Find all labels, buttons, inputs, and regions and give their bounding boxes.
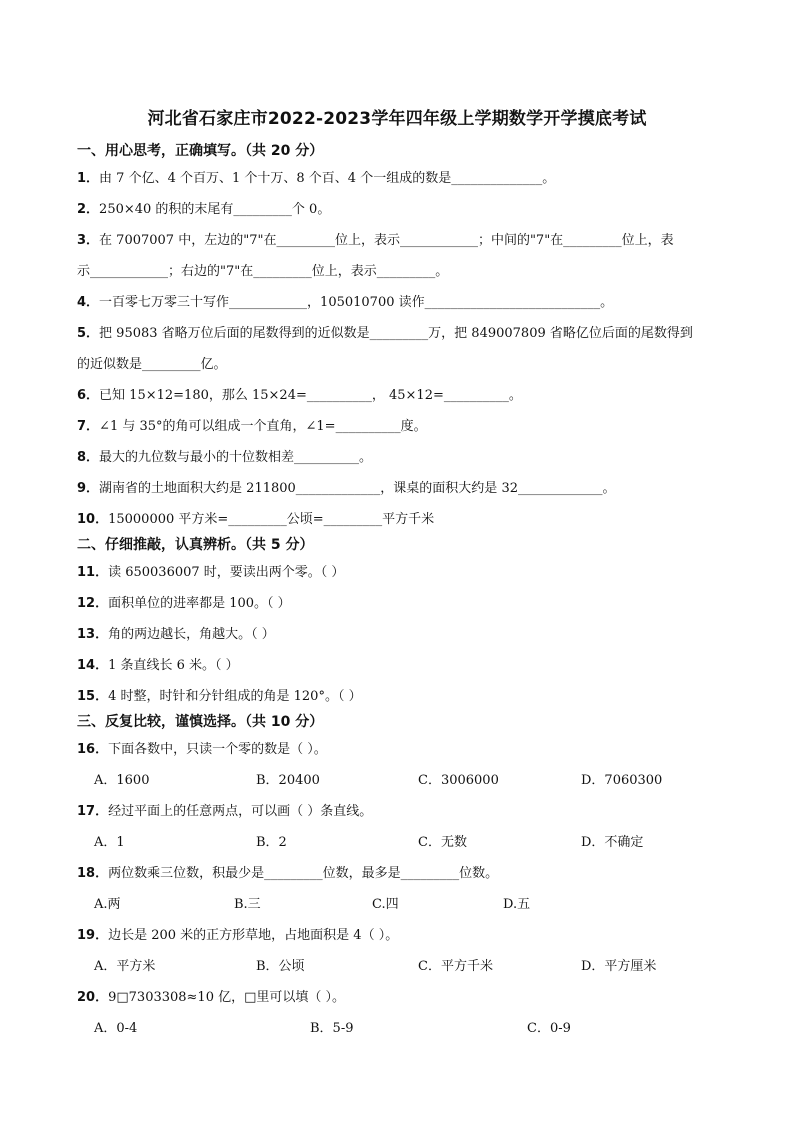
question-2: [77, 198, 330, 217]
question-text: ∠1 与 35°的角可以组成一个直角，∠1=__________度。: [99, 419, 427, 434]
section-heading-1: 一、用心思考，正确填写。（共 20 分）: [77, 143, 324, 159]
option-a: A.两: [94, 897, 121, 912]
question-8: [77, 446, 372, 465]
option-c: C．平方千米: [418, 959, 493, 974]
question-9: [77, 477, 615, 496]
question-3-continued: [77, 260, 448, 279]
question-number: 19．: [77, 928, 109, 943]
option-c: C．无数: [418, 835, 467, 850]
question-number: 13．: [77, 627, 109, 642]
question-18: [77, 862, 498, 881]
question-text: 的近似数是_________亿。: [77, 357, 227, 372]
question-12: [77, 592, 291, 611]
question-number: 16．: [77, 742, 109, 757]
question-text: 250×40 的积的末尾有_________个 0。: [99, 202, 331, 217]
question-text: 下面各数中，只读一个零的数是（ ）。: [108, 742, 327, 757]
question-number: 14．: [77, 658, 109, 673]
question-text: 一百零七万零三十写作____________，105010700 读作___________________________。: [99, 295, 614, 310]
question-text: 已知 15×12=180，那么 15×24=__________， 45×12=__________。: [99, 388, 522, 403]
question-text: 读 650036007 时，要读出两个零。（ ）: [108, 565, 345, 580]
question-text: 边长是 200 米的正方形草地，占地面积是 4（ ）。: [108, 928, 399, 943]
question-number: 9．: [77, 481, 100, 496]
question-text: 15000000 平方米=_________公顷=_________平方千米: [108, 512, 435, 527]
option-b: B．2: [256, 835, 287, 850]
question-5: [77, 322, 693, 341]
question-text: 湖南省的土地面积大约是 211800_____________，课桌的面积大约是 32_____________。: [99, 481, 616, 496]
question-16: [77, 738, 327, 757]
option-a: A．1: [94, 835, 125, 850]
option-d: D．不确定: [581, 835, 644, 850]
question-number: 7．: [77, 419, 100, 434]
option-a: A．1600: [94, 773, 150, 788]
question-5-continued: [77, 353, 227, 372]
question-6: [77, 384, 522, 403]
question-19: [77, 924, 398, 943]
question-13: [77, 623, 275, 642]
question-number: 15．: [77, 689, 109, 704]
question-11: [77, 561, 344, 580]
option-a: A．平方米: [94, 959, 156, 974]
question-15: [77, 685, 362, 704]
question-7: [77, 415, 427, 434]
question-number: 12．: [77, 596, 109, 611]
question-number: 2．: [77, 202, 100, 217]
question-text: 角的两边越长，角越大。（ ）: [108, 627, 275, 642]
option-b: B.三: [234, 897, 261, 912]
option-c: C.四: [372, 897, 399, 912]
question-text: 把 95083 省略万位后面的尾数得到的近似数是_________万，把 849007809 省略亿位后面的尾数得到: [99, 326, 693, 341]
question-text: 9□7303308≈10 亿，□里可以填（ ）。: [108, 990, 346, 1005]
question-text: 由 7 个亿、4 个百万、1 个十万、8 个百、4 个一组成的数是______________。: [99, 171, 556, 186]
question-number: 18．: [77, 866, 109, 881]
question-text: 最大的九位数与最小的十位数相差__________。: [99, 450, 373, 465]
question-text: 1 条直线长 6 米。（ ）: [108, 658, 239, 673]
option-c: C．3006000: [418, 773, 499, 788]
option-b: B．公顷: [256, 959, 305, 974]
option-b: B．5-9: [310, 1021, 354, 1036]
option-c: C．0-9: [527, 1021, 571, 1036]
question-text: 在 7007007 中，左边的"7"在_________位上，表示____________；中间的"7"在_________位上，表: [99, 233, 674, 248]
question-number: 5．: [77, 326, 100, 341]
question-20: [77, 986, 345, 1005]
question-number: 3．: [77, 233, 100, 248]
question-14: [77, 654, 239, 673]
option-d: D．平方厘米: [581, 959, 657, 974]
question-10: [77, 508, 434, 527]
option-a: A．0-4: [94, 1021, 138, 1036]
question-number: 17．: [77, 804, 109, 819]
question-number: 8．: [77, 450, 100, 465]
question-3: [77, 229, 674, 248]
option-b: B．20400: [256, 773, 320, 788]
option-d: D.五: [503, 897, 531, 912]
question-number: 11．: [77, 565, 109, 580]
option-d: D．7060300: [581, 773, 663, 788]
section-heading-2: 二、仔细推敲，认真辨析。（共 5 分）: [77, 537, 314, 553]
question-number: 6．: [77, 388, 100, 403]
question-4: [77, 291, 613, 310]
question-text: 两位数乘三位数，积最少是_________位数，最多是_________位数。: [108, 866, 499, 881]
question-number: 10．: [77, 512, 109, 527]
question-number: 1．: [77, 171, 100, 186]
question-number: 20．: [77, 990, 109, 1005]
question-text: 示____________；右边的"7"在_________位上，表示_________。: [77, 264, 449, 279]
question-17: [77, 800, 372, 819]
page-title: 河北省石家庄市2022-2023学年四年级上学期数学开学摸底考试: [147, 109, 647, 129]
question-text: 4 时整，时针和分针组成的角是 120°。（ ）: [108, 689, 362, 704]
question-number: 4．: [77, 295, 100, 310]
question-text: 经过平面上的任意两点，可以画（ ）条直线。: [108, 804, 373, 819]
section-heading-3: 三、反复比较，谨慎选择。（共 10 分）: [77, 714, 324, 730]
question-text: 面积单位的进率都是 100。（ ）: [108, 596, 291, 611]
question-1: [77, 167, 555, 186]
